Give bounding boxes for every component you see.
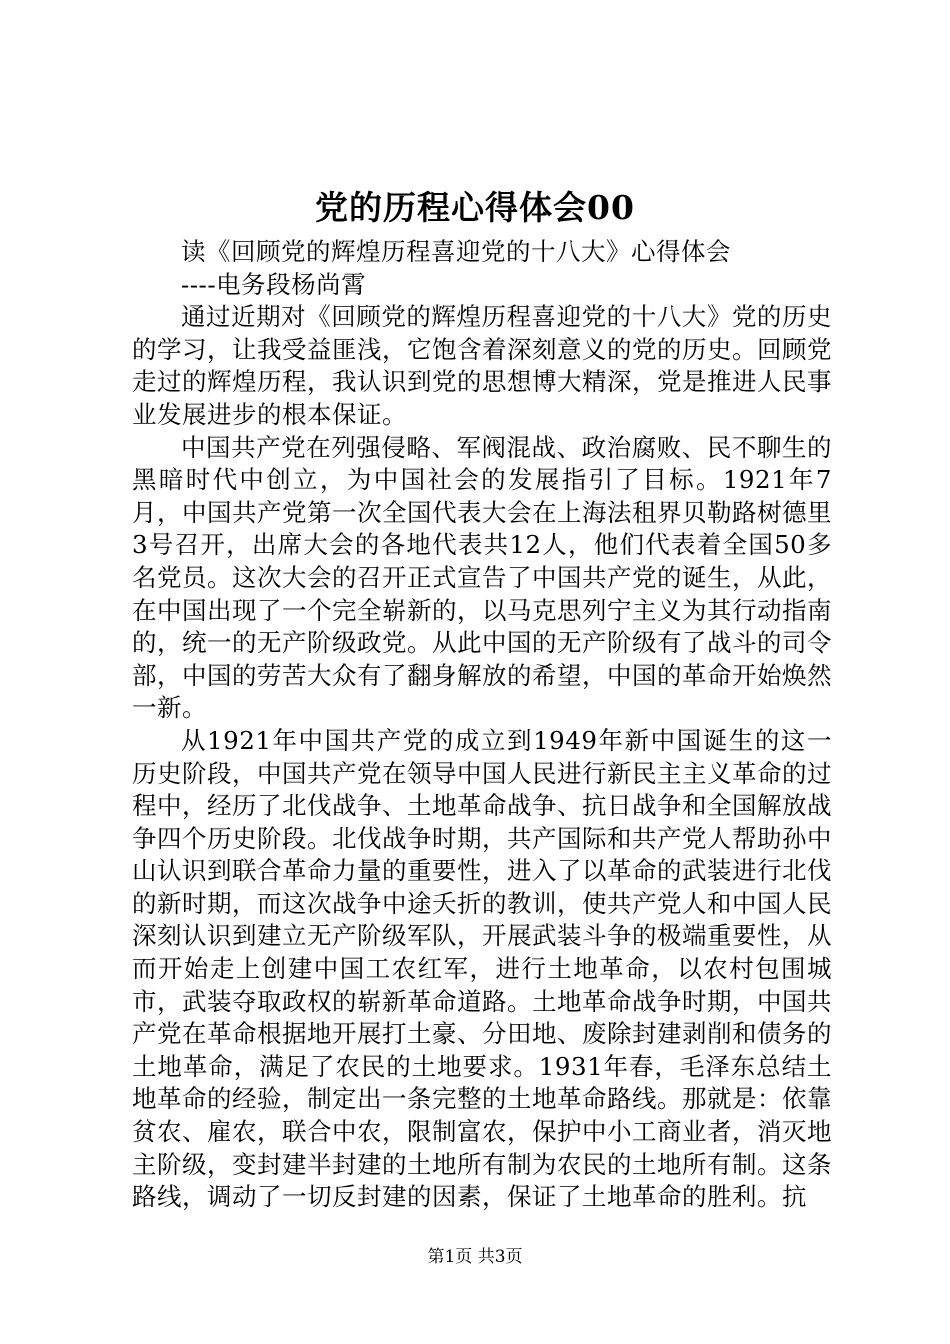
document-title: 党的历程心得体会00: [315, 188, 635, 227]
paragraph: 从1921年中国共产党的成立到1949年新中国诞生的这一历史阶段，中国共产党在领导中国人民进行新民主主义革命的过程中，经历了北伐战争、土地革命战争、抗日战争和全国解放战争四个历史阶段。北伐战争时期，共产国际和共产党人帮助孙中山认识到联合革命力量的重要性，进入了以革命的武装进行北伐的新时期，而这次战争中途夭折的教训，使共产党人和中国人民深刻认识到建立无产阶级军队，开展武装斗争的极端重要性，从而开始走上创建中国工农红军，进行土地革命，以农村包围城市，武装夺取政权的崭新革命道路。土地革命战争时期，中国共产党在革命根据地开展打土豪、分田地、废除封建剥削和债务的土地革命，满足了农民的土地要求。1931年春，毛泽东总结土地革命的经验，制定出一条完整的土地革命路线。那就是：依靠贫农、雇农，联合中农，限制富农，保护中小工商业者，消灭地主阶级，变封建半封建的土地所有制为农民的土地所有制。这条路线，调动了一切反封建的因素，保证了土地革命的胜利。抗: [132, 725, 832, 1212]
paragraph: 通过近期对《回顾党的辉煌历程喜迎党的十八大》党的历史的学习，让我受益匪浅，它饱含着深刻意义的党的历史。回顾党走过的辉煌历程，我认识到党的思想博大精深，党是推进人民事业发展进步的根本保证。: [132, 302, 832, 429]
paragraph: 中国共产党在列强侵略、军阀混战、政治腐败、民不聊生的黑暗时代中创立，为中国社会的发展指引了目标。1921年7月，中国共产党第一次全国代表大会在上海法租界贝勒路树德里3号召开，出席大会的各地代表共12人，他们代表着全国50多名党员。这次大会的召开正式宣告了中国共产党的诞生，从此，在中国出现了一个完全崭新的，以马克思列宁主义为其行动指南的，统一的无产阶级政党。从此中国的无产阶级有了战斗的司令部，中国的劳苦大众有了翻身解放的希望，中国的革命开始焕然一新。: [132, 432, 832, 723]
page-footer: 第1页 共3页: [427, 1247, 523, 1267]
document-subtitle: 读《回顾党的辉煌历程喜迎党的十八大》心得体会: [181, 237, 731, 266]
document-author: ----电务段杨尚霄: [181, 269, 367, 299]
document-body: [132, 236, 832, 1214]
